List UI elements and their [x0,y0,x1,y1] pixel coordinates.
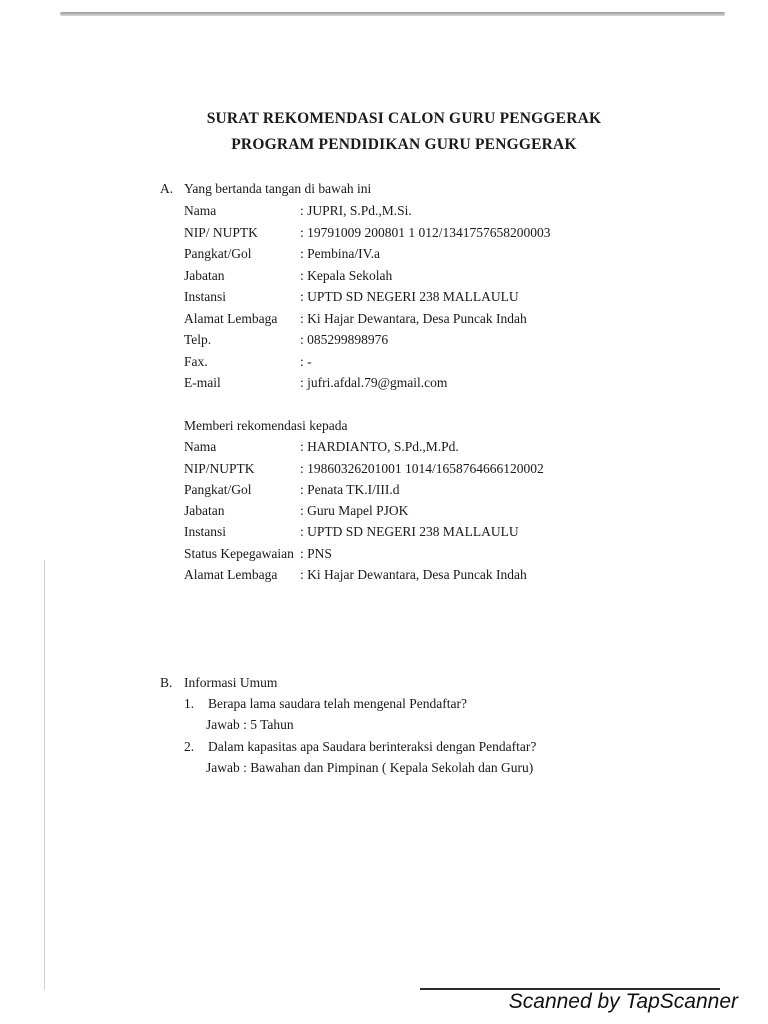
recommend-intro: Memberi rekomendasi kepada [184,418,348,433]
signer-row [184,311,644,331]
field-label: Alamat Lembaga [184,567,278,582]
field-label: Instansi [184,289,226,304]
section-a-label: A. [160,181,174,196]
question-number: 1. [184,696,195,711]
field-label: Telp. [184,332,212,347]
field-value: : Ki Hajar Dewantara, Desa Puncak Indah [300,311,527,326]
document-title: SURAT REKOMENDASI CALON GURU PENGGERAK [206,110,602,127]
candidate-row [184,503,644,523]
field-label: NIP/NUPTK [184,461,255,476]
field-value: : Ki Hajar Dewantara, Desa Puncak Indah [300,567,527,582]
signer-row [184,268,644,288]
candidate-row [184,567,644,587]
question-text: Dalam kapasitas apa Saudara berinteraksi dengan Pendaftar? [208,739,537,754]
field-value: : Penata TK.I/III.d [300,482,400,497]
document-subtitle: PROGRAM PENDIDIKAN GURU PENGGERAK [231,136,577,153]
field-label: Fax. [184,354,208,369]
field-value: : PNS [300,546,332,561]
field-value: : JUPRI, S.Pd.,M.Si. [300,203,412,218]
scan-left-edge [44,560,45,990]
candidate-row [184,482,644,502]
signer-row [184,354,644,374]
signer-row [184,289,644,309]
field-value: : jufri.afdal.79@gmail.com [300,375,448,390]
signer-row [184,225,644,245]
answer-text: Jawab : 5 Tahun [206,717,294,732]
field-value: : Pembina/IV.a [300,246,380,261]
field-label: Nama [184,203,217,218]
field-label: Nama [184,439,217,454]
field-value: : - [300,354,312,369]
question-number: 2. [184,739,195,754]
field-value: : UPTD SD NEGERI 238 MALLAULU [300,289,519,304]
scan-top-edge [60,12,725,16]
answer-text: Jawab : Bawahan dan Pimpinan ( Kepala Sekolah dan Guru) [206,760,534,775]
field-value: : HARDIANTO, S.Pd.,M.Pd. [300,439,459,454]
field-value: : UPTD SD NEGERI 238 MALLAULU [300,524,519,539]
candidate-row [184,461,644,481]
field-label: Pangkat/Gol [184,482,252,497]
section-a-intro: Yang bertanda tangan di bawah ini [184,181,372,196]
candidate-row [184,546,644,566]
field-value: : 085299898976 [300,332,389,347]
field-label: Status Kepegawaian [184,546,294,561]
field-value: : 19860326201001 1014/1658764666120002 [300,461,544,476]
signer-row [184,203,644,223]
field-label: Instansi [184,524,226,539]
candidate-row [184,524,644,544]
field-label: NIP/ NUPTK [184,225,258,240]
field-label: Jabatan [184,268,225,283]
field-label: Pangkat/Gol [184,246,252,261]
field-value: : 19791009 200801 1 012/1341757658200003 [300,225,551,240]
field-value: : Kepala Sekolah [300,268,393,283]
field-label: Jabatan [184,503,225,518]
field-value: : Guru Mapel PJOK [300,503,409,518]
signer-row [184,246,644,266]
signer-row [184,375,644,395]
signer-row [184,332,644,352]
field-label: Alamat Lembaga [184,311,278,326]
question-text: Berapa lama saudara telah mengenal Pendaftar? [208,696,467,711]
candidate-row [184,439,644,459]
section-b-title: Informasi Umum [184,675,278,690]
scanner-watermark: Scanned by TapScanner [508,990,738,1013]
section-b-label: B. [160,675,173,690]
field-label: E-mail [184,375,221,390]
